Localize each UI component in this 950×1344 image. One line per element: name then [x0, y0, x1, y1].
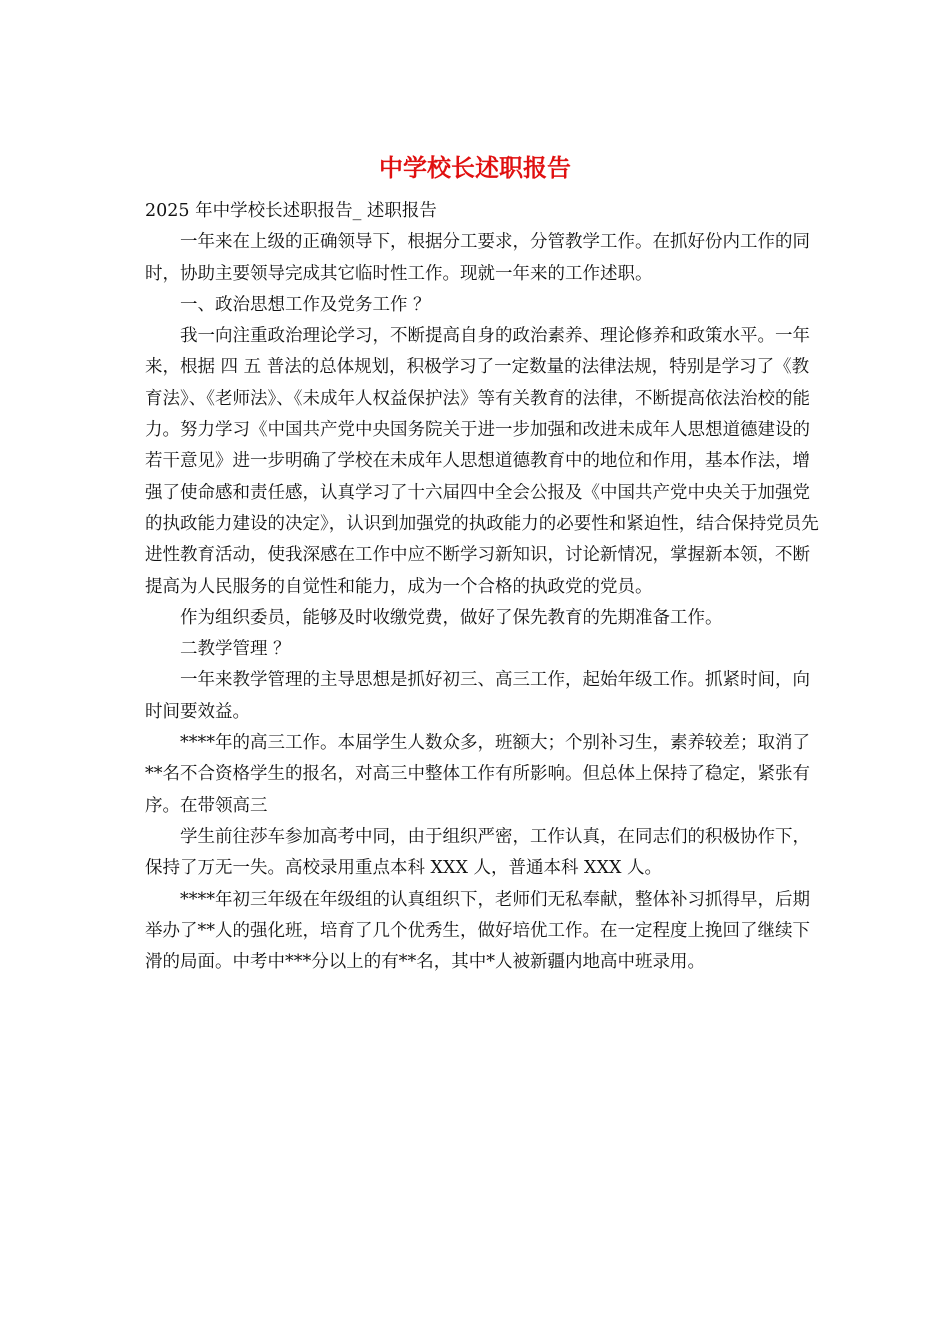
- paragraph-intro: 一年来在上级的正确领导下，根据分工要求，分管教学工作。在抓好份内工作的同时，协助主要领导完成其它临时性工作。现就一年来的工作述职。: [145, 232, 810, 284]
- paragraph-teaching-focus: 一年来教学管理的主导思想是抓好初三、高三工作，起始年级工作。抓紧时间，向时间要效益。: [145, 670, 810, 722]
- section-heading-teaching: 二教学管理 ？: [180, 639, 291, 660]
- document-subtitle: 2025 年中学校长述职报告_ 述职报告: [145, 201, 437, 221]
- paragraph-party-duty: 作为组织委员，能够及时收缴党费，做好了保先教育的先期准备工作。: [180, 607, 723, 628]
- paragraph-senior-three: ****年的高三工作。本届学生人数众多，班额大；个别补习生，素养较差；取消了**名不合资格学生的报名，对高三中整体工作有所影响。但总体上保持了稳定，紧张有序。在带领高三: [145, 733, 810, 816]
- document-title: 中学校长述职报告: [379, 153, 571, 182]
- paragraph-politics-study: 我一向注重政治理论学习，不断提高自身的政治素养、理论修养和政策水平。一年来，根据 四 五 普法的总体规划，积极学习了一定数量的法律法规，特别是学习了《教育法》、《老师法》、《未成年人权益保护法》等有关教育的法律，不断提高依法治校的能力。努力学习《中国共产党中央国务院关于进一步加强和改进未成年人思想道德建设的若干意见》进一步明确了学校在未成年人思想道德教育中的地位和作用，基本作法，增强了使命感和责任感，认真学习了十六届四中全会公报及《中国共产党中央关于加强党的执政能力建设的决定》，认识到加强党的执政能力的必要性和紧迫性，结合保持党员先进性教育活动，使我深感在工作中应不断学习新知识，讨论新情况，掌握新本领，不断提高为人民服务的自觉性和能力，成为一个合格的执政党的党员。: [145, 326, 819, 597]
- section-heading-politics: 一、政治思想工作及党务工作 ？: [180, 294, 431, 315]
- document-body: [145, 196, 825, 978]
- paragraph-junior-three: ****年初三年级在年级组的认真组织下，老师们无私奉献，整体补习抓得早，后期举办了**人的强化班，培育了几个优秀生，做好培优工作。在一定程度上挽回了继续下滑的局面。中考中***分以上的有**名，其中*人被新疆内地高中班录用。: [145, 889, 810, 973]
- paragraph-exam-trip: 学生前往莎车参加高考中同，由于组织严密，工作认真，在同志们的积极协作下，保持了万无一失。高校录用重点本科 XXX 人，普通本科 XXX 人。: [145, 826, 810, 879]
